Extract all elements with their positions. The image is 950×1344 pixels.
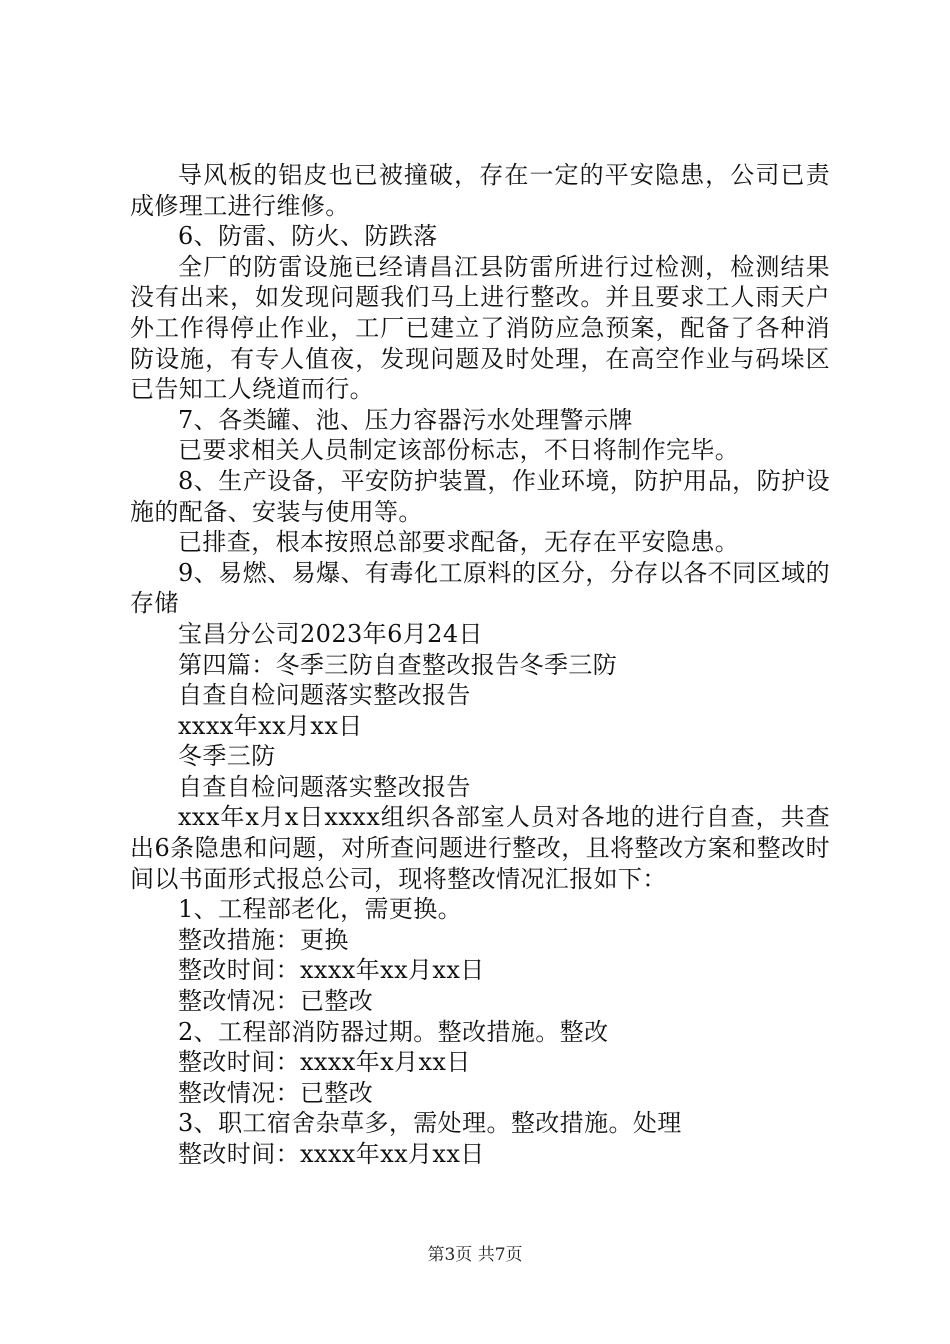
document-body (130, 160, 830, 1170)
section-heading: 6、防雷、防火、防跌落 (178, 222, 438, 251)
list-detail: 整改时间：xxxx年x月xx日 (178, 1048, 471, 1077)
chapter-title: 第四篇：冬季三防自查整改报告冬季三防 (178, 650, 618, 679)
list-item: 3、职工宿舍杂草多，需处理。整改措施。处理 (178, 1109, 682, 1138)
report-title: 自查自检问题落实整改报告 (178, 681, 471, 710)
paragraph: 已要求相关人员制定该部份标志，不日将制作完毕。 (178, 436, 740, 465)
paragraph: 导风板的铝皮也已被撞破，存在一定的平安隐患，公司已责成修理工进行维修。 (130, 161, 830, 220)
list-detail: 整改情况：已整改 (178, 1078, 374, 1107)
section-heading: 7、各类罐、池、压力容器污水处理警示牌 (178, 405, 633, 434)
paragraph: xxx年x月x日xxxx组织各部室人员对各地的进行自查，共查出6条隐患和问题，对所查问题进行整改，且将整改方案和整改时间以书面形式报总公司，现将整改情况汇报如下： (130, 803, 830, 893)
list-detail: 整改时间：xxxx年xx月xx日 (178, 1140, 485, 1168)
section-heading: 9、易燃、易爆、有毒化工原料的区分，分存以各不同区域的存储 (130, 558, 830, 618)
list-item: 1、工程部老化，需更换。 (178, 895, 463, 924)
list-detail: 整改情况：已整改 (178, 987, 374, 1016)
paragraph: 全厂的防雷设施已经请昌江县防雷所进行过检测，检测结果没有出来，如发现问题我们马上进行整改。并且要求工人雨天户外工作得停止作业，工厂已建立了消防应急预案，配备了各种消防设施，有专人值夜，发现问题及时处理，在高空作业与码垛区已告知工人绕道而行。 (130, 252, 830, 404)
list-detail: 整改措施：更换 (178, 925, 349, 954)
list-detail: 整改时间：xxxx年xx月xx日 (178, 956, 485, 985)
signature-line: 宝昌分公司2023年6月24日 (178, 619, 483, 648)
report-title: 冬季三防 (178, 742, 276, 771)
report-date: xxxx年xx月xx日 (178, 711, 363, 740)
report-title: 自查自检问题落实整改报告 (178, 772, 471, 801)
page-footer (0, 1243, 950, 1267)
page-number: 第3页 共7页 (427, 1245, 523, 1265)
list-item: 2、工程部消防器过期。整改措施。整改 (178, 1017, 609, 1046)
paragraph: 已排查，根本按照总部要求配备，无存在平安隐患。 (178, 528, 740, 557)
section-heading: 8、生产设备，平安防护装置，作业环境，防护用品，防护设施的配备、安装与使用等。 (130, 466, 830, 526)
